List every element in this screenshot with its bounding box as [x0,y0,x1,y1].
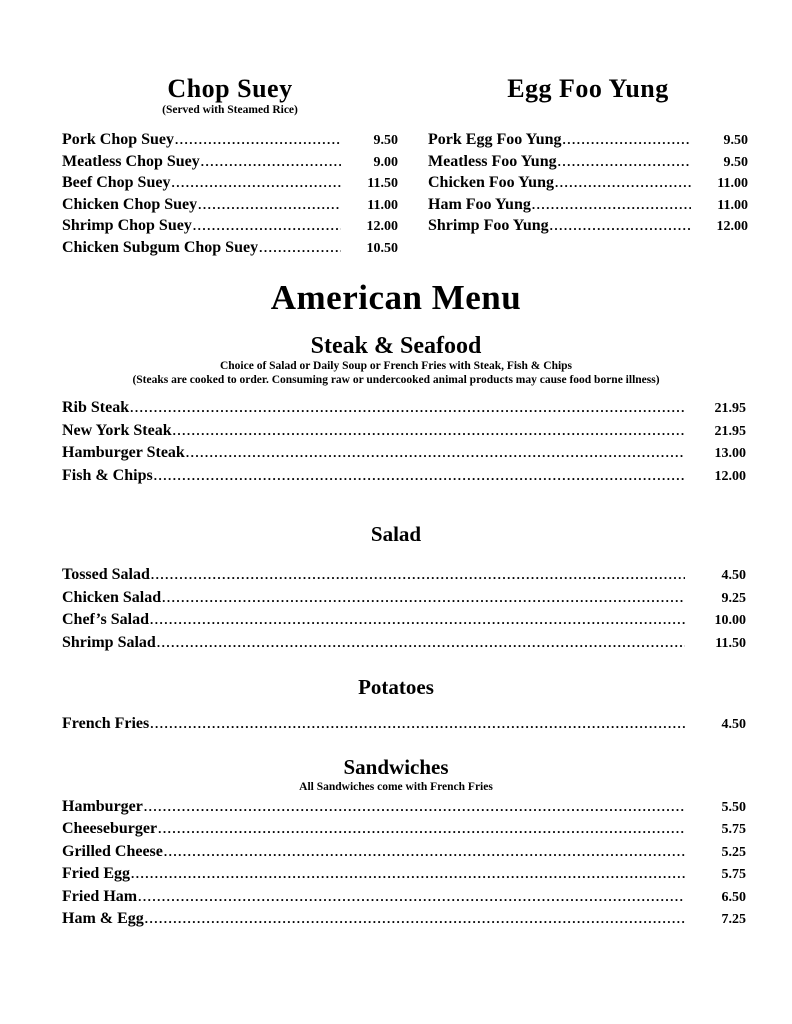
item-price: 9.50 [723,133,748,148]
item-name: Hamburger Steak [62,444,185,461]
dot-leader [173,420,685,442]
dot-leader [171,173,341,194]
dot-leader [162,587,685,609]
menu-item-row [428,216,748,238]
section-title: Salad [370,522,422,546]
dot-leader [550,216,691,237]
section-note: (Steaks are cooked to order. Consuming raw or undercooked animal products may cause food borne illness) [132,374,660,386]
menu-item-row [62,216,398,238]
menu-item-list [428,130,748,238]
menu-item-row [62,173,398,195]
dot-leader [563,130,691,151]
section-note: All Sandwiches come with French Fries [299,780,493,793]
dot-leader [164,841,685,863]
section-egg-foo-yung [428,74,748,259]
dot-leader [145,908,685,930]
menu-item-row [62,632,746,655]
dot-leader [150,609,685,631]
item-name: Grilled Cheese [62,842,163,860]
item-price: 11.00 [717,176,748,191]
dot-leader [131,863,685,885]
item-price: 12.00 [716,219,748,234]
dot-leader [193,216,341,237]
menu-item-row [62,796,746,819]
item-name: Fish & Chips [62,466,153,484]
item-name: Fried Ham [62,887,138,905]
menu-item-row [62,609,746,632]
section-salad [0,521,792,654]
item-price: 4.50 [721,568,746,583]
dot-leader [555,173,691,194]
item-name: Cheeseburger [62,820,158,837]
item-name: Ham & Egg [62,910,144,927]
item-price: 21.95 [714,423,746,439]
section-sandwiches [0,754,792,931]
item-price: 9.00 [373,154,398,170]
item-price: 11.50 [715,635,746,651]
item-name: Fried Egg [62,865,130,882]
item-name: Chicken Salad [62,588,162,606]
section-title: Chop Suey [167,74,293,103]
item-name: Meatless Chop Suey [62,152,200,170]
item-name: Chicken Foo Yung [428,174,554,191]
dot-leader [150,713,685,735]
menu-item-row [428,195,748,217]
menu-item-row [62,818,746,841]
dot-leader [558,152,691,173]
section-chop-suey [62,74,398,259]
menu-item-list [62,796,746,931]
section-subtitle [428,103,748,117]
menu-item-row [428,152,748,174]
menu-item-row [62,420,746,443]
menu-item-list [62,564,746,654]
menu-item-row [428,130,748,152]
menu-item-row [62,886,746,909]
item-price: 11.00 [717,197,748,213]
item-name: Tossed Salad [62,566,150,583]
item-name: Pork Egg Foo Yung [428,131,562,148]
item-name: Pork Chop Suey [62,131,175,148]
menu-item-row [62,908,746,931]
menu-item-row [62,152,398,174]
item-price: 11.00 [367,197,398,213]
menu-item-row [62,238,398,260]
dot-leader [144,796,685,818]
dot-leader [138,886,685,908]
item-price: 5.25 [721,844,746,860]
dot-leader [158,818,685,840]
menu-item-row [62,442,746,465]
menu-item-row [62,130,398,152]
dot-leader [130,397,685,419]
item-name: Meatless Foo Yung [428,152,557,170]
item-name: Ham Foo Yung [428,195,531,213]
section-potatoes [0,674,792,736]
dot-leader [201,152,341,173]
item-price: 13.00 [714,446,746,461]
section-title: Potatoes [358,675,434,699]
menu-item-list [62,130,398,259]
item-name: Shrimp Chop Suey [62,217,192,234]
section-subtitle: (Served with Steamed Rice) [162,104,298,116]
dot-leader [198,195,341,216]
menu-item-list [62,713,746,736]
item-price: 7.25 [721,912,746,927]
section-title: Steak & Seafood [310,333,482,359]
section-steak-seafood [0,333,792,487]
dot-leader [532,195,691,216]
item-price: 10.00 [714,613,746,628]
menu-item-row [62,841,746,864]
menu-item-row [62,465,746,488]
item-price: 9.50 [723,154,748,170]
item-name: Rib Steak [62,399,130,416]
dot-leader [259,238,341,259]
dot-leader [151,564,685,586]
item-name: Shrimp Foo Yung [428,217,549,234]
section-note: Choice of Salad or Daily Soup or French Fries with Steak, Fish & Chips [219,360,573,372]
menu-item-row [62,863,746,886]
item-name: Shrimp Salad [62,633,156,651]
item-name: Chicken Subgum Chop Suey [62,238,259,256]
menu-item-row [62,195,398,217]
section-title: Sandwiches [343,754,449,779]
section-title: Egg Foo Yung [507,74,669,103]
item-price: 5.75 [721,867,746,882]
menu-item-row [62,713,746,736]
dot-leader [154,465,685,487]
dot-leader [175,130,341,151]
item-price: 9.50 [373,133,398,148]
item-price: 12.00 [366,219,398,234]
item-name: Chef’s Salad [62,611,149,628]
item-name: Chicken Chop Suey [62,195,198,213]
item-name: New York Steak [62,421,172,439]
item-price: 10.50 [366,240,398,256]
item-price: 12.00 [714,468,746,484]
page-title: American Menu [270,278,522,317]
dot-leader [157,632,685,654]
item-name: French Fries [62,715,150,732]
item-name: Hamburger [62,797,143,815]
item-price: 6.50 [721,889,746,905]
item-price: 5.75 [721,822,746,837]
menu-item-row [428,173,748,195]
menu-item-list [62,397,746,487]
item-price: 4.50 [721,717,746,732]
menu-item-row [62,397,746,420]
item-name: Beef Chop Suey [62,174,171,191]
menu-item-row [62,564,746,587]
item-price: 21.95 [714,401,746,416]
item-price: 9.25 [721,590,746,606]
menu-item-row [62,587,746,610]
top-columns [0,0,792,259]
item-price: 11.50 [367,176,398,191]
item-price: 5.50 [721,799,746,815]
dot-leader [186,442,685,464]
